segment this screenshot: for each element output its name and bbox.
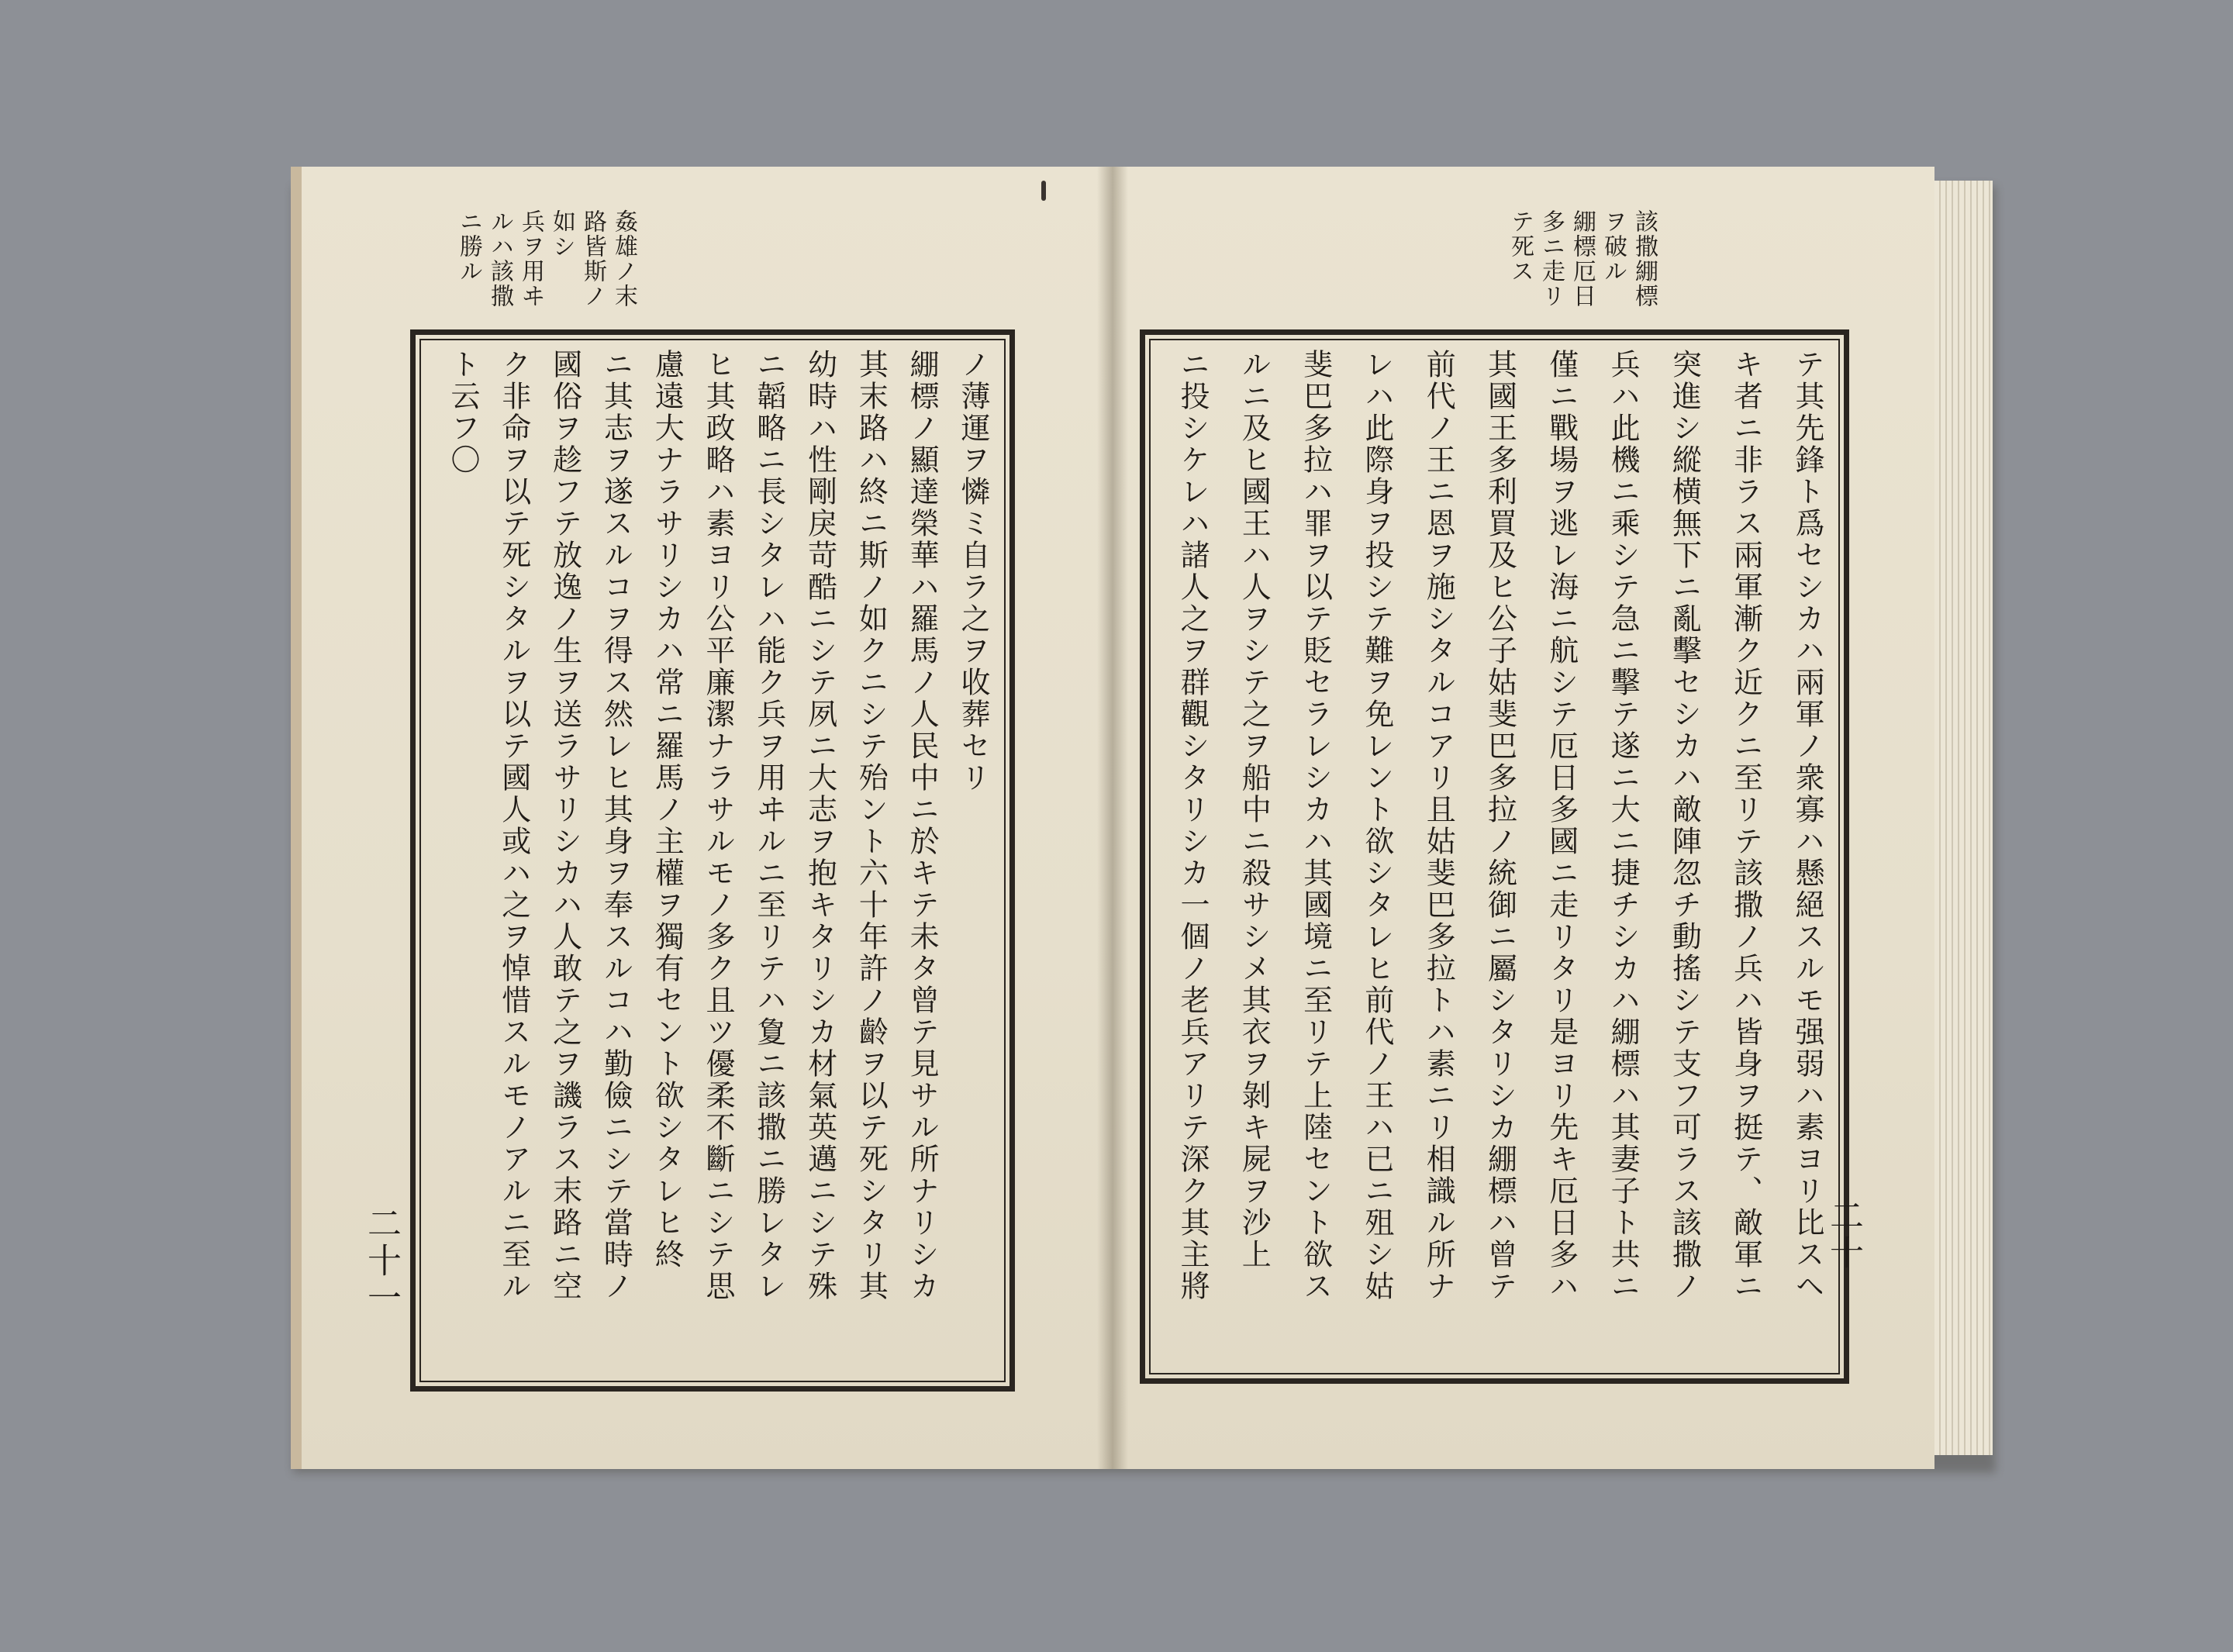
head-note: ルハ該撒: [486, 209, 513, 309]
head-note: 該撒綳標: [1631, 209, 1658, 309]
head-note: 如シ: [548, 209, 575, 259]
text-column: 慮遠大ナラサリシカハ常ニ羅馬ノ主權ヲ獨有セント欲シタレヒ終: [650, 349, 685, 1271]
text-column: 斐巴多拉ハ罪ヲ以テ貶セラレシカハ其國境ニ至リテ上陸セント欲ス: [1298, 349, 1333, 1302]
text-column: テ其先鋒ト爲セシカハ兩軍ノ衆寡ハ懸絕スルモ强弱ハ素ヨリ比スヘ: [1790, 349, 1824, 1302]
text-column: ノ薄運ヲ憐ミ自ラ之ヲ收葬セリ: [955, 349, 990, 794]
left-head-notes: [457, 209, 635, 309]
page-edges: [1934, 181, 1993, 1455]
head-note: 綳標厄日: [1569, 209, 1596, 309]
text-column: 前代ノ王ニ恩ヲ施シタルコアリ且姑斐巴多拉トハ素ニリ相識ル所ナ: [1421, 349, 1456, 1302]
text-column: 綳標ノ顯達榮華ハ羅馬ノ人民中ニ於キテ未タ曾テ見サル所ナリシカ: [905, 349, 940, 1302]
text-column: 其末路ハ終ニ斯ノ如クニシテ殆ント六十年許ノ齡ヲ以テ死シタリ其: [854, 349, 889, 1302]
head-note: ヲ破ル: [1600, 209, 1627, 284]
binding-mark: [1041, 181, 1046, 201]
book-gutter: [1097, 167, 1128, 1469]
head-note: 姦雄ノ末: [610, 209, 637, 309]
right-head-notes: [1506, 209, 1658, 309]
open-book: [291, 167, 1997, 1469]
text-column: ニ其志ヲ遂スルコヲ得ス然レヒ其身ヲ奉スルコハ勤儉ニシテ當時ノ: [599, 349, 633, 1302]
text-column: ニ韜略ニ長シタレハ能ク兵ヲ用ヰルニ至リテハ夐ニ該撒ニ勝レタレ: [751, 349, 786, 1302]
text-column: ヒ其政略ハ素ヨリ公平廉潔ナラサルモノ多ク且ツ優柔不斷ニシテ思: [700, 349, 735, 1302]
head-note: 多ニ走リ: [1538, 209, 1565, 309]
head-note: テ死ス: [1506, 209, 1534, 284]
text-column: ク非命ヲ以テ死シタルヲ以テ國人或ハ之ヲ悼惜スルモノアルニ至ル: [496, 349, 531, 1302]
text-column: 僅ニ戰場ヲ逃レ海ニ航シテ厄日多國ニ走リタリ是ヨリ先キ厄日多ハ: [1544, 349, 1579, 1302]
text-column: 兵ハ此機ニ乘シテ急ニ擊テ遂ニ大ニ捷チシカハ綳標ハ其妻子ト共ニ: [1606, 349, 1641, 1302]
head-note: ニ勝ル: [455, 209, 482, 284]
text-column: キ者ニ非ラス兩軍漸ク近クニ至リテ該撒ノ兵ハ皆身ヲ挺テ、敵軍ニ: [1728, 349, 1763, 1302]
text-column: 幼時ハ性剛戾苛酷ニシテ夙ニ大志ヲ抱キタリシカ材氣英邁ニシテ殊: [802, 349, 837, 1302]
right-page-number: 二十: [1824, 1198, 1863, 1272]
text-column: 突進シ縱横無下ニ亂擊セシカハ敵陣忽チ動搖シテ支フ可ラス該撒ノ: [1667, 349, 1702, 1302]
text-column: 國俗ヲ趁フテ放逸ノ生ヲ送ラサリシカハ人敢テ之ヲ譏ラス末路ニ空: [547, 349, 582, 1302]
left-page: [291, 167, 1113, 1469]
head-note: 兵ヲ用ヰ: [517, 209, 544, 309]
text-column: ルニ及ヒ國王ハ人ヲシテ之ヲ船中ニ殺サシメ其衣ヲ剝キ屍ヲ沙上: [1237, 349, 1272, 1271]
left-text-frame: [410, 329, 1015, 1392]
text-column: 其國王多利買及ヒ公子姑斐巴多拉ノ統御ニ屬シタリシカ綳標ハ曾テ: [1482, 349, 1517, 1302]
left-page-number: 二十一: [361, 1205, 401, 1317]
head-note: 路皆斯ノ: [579, 209, 606, 309]
text-column: ニ投シケレハ諸人之ヲ群觀シタリシカ一個ノ老兵アリテ深ク其主將: [1175, 349, 1210, 1302]
left-text-columns: [437, 349, 988, 1372]
text-column: ト云フ〇: [446, 349, 480, 476]
right-text-frame: [1140, 329, 1849, 1384]
right-text-columns: [1167, 349, 1822, 1364]
text-column: レハ此際身ヲ投シテ難ヲ免レント欲シタレヒ前代ノ王ハ已ニ殂シ姑: [1359, 349, 1394, 1302]
